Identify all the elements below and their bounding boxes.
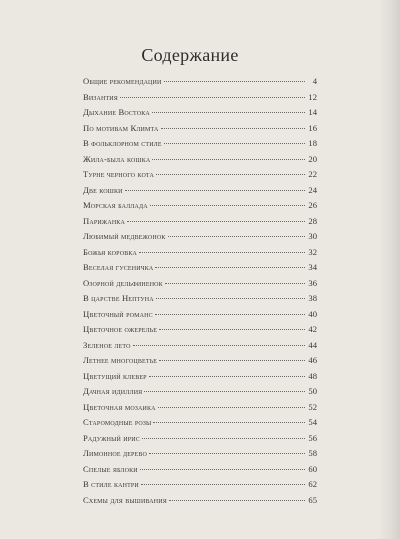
toc-entry — [83, 291, 317, 307]
toc-entry — [83, 121, 317, 137]
toc-entry — [83, 260, 317, 276]
toc-entry-page-number: 24 — [308, 184, 317, 195]
toc-dot-leader — [156, 174, 305, 175]
toc-entry-title: Парижанка — [83, 215, 125, 226]
toc-dot-leader — [127, 221, 305, 222]
toc-entry-title: Радужный ирис — [83, 432, 140, 443]
toc-entry-title: В царстве Нептуна — [83, 293, 154, 303]
toc-entry — [83, 198, 317, 214]
toc-entry-title: Турне черного кота — [83, 169, 154, 179]
toc-entry — [83, 214, 317, 230]
toc-dot-leader — [150, 205, 305, 206]
toc-entry-title: Веселая гусеничка — [83, 262, 154, 272]
toc-entry — [83, 493, 317, 509]
page-gutter-shadow — [378, 0, 400, 539]
toc-entry — [83, 400, 317, 416]
toc-entry-page-number: 50 — [308, 386, 317, 396]
toc-entry-title: В стиле кантри — [83, 479, 139, 489]
toc-dot-leader — [152, 112, 305, 113]
toc-dot-leader — [165, 283, 305, 284]
toc-entry-page-number: 36 — [308, 277, 317, 288]
toc-entry-page-number: 58 — [308, 448, 317, 458]
toc-entry-title: Морская баллада — [83, 200, 148, 210]
toc-entry — [83, 415, 317, 431]
toc-entry-page-number: 42 — [308, 324, 317, 334]
toc-dot-leader — [159, 329, 305, 330]
toc-dot-leader — [142, 438, 305, 439]
toc-dot-leader — [158, 407, 305, 408]
toc-entry-title: Цветочная мозаика — [83, 401, 156, 412]
toc-entry-title: Дачная идиллия — [83, 386, 143, 396]
toc-entry-page-number: 4 — [312, 76, 317, 86]
toc-entry — [83, 90, 317, 106]
toc-dot-leader — [153, 422, 305, 423]
toc-entry-title: Дыхание Востока — [83, 107, 150, 117]
toc-entry-page-number: 62 — [308, 479, 317, 489]
toc-dot-leader — [152, 159, 305, 160]
toc-entry — [83, 353, 317, 369]
toc-dot-leader — [156, 298, 305, 299]
toc-entry-page-number: 30 — [308, 231, 317, 241]
toc-entry-title: Божья коровка — [83, 246, 137, 257]
toc-entry-page-number: 65 — [308, 494, 317, 505]
toc-dot-leader — [149, 453, 305, 454]
toc-entry — [83, 462, 317, 478]
toc-entry — [83, 384, 317, 400]
toc-entry-page-number: 12 — [308, 91, 317, 102]
toc-entry-title: Цветущий клевер — [83, 370, 147, 381]
toc-entry — [83, 105, 317, 121]
toc-entry-title: В фольклорном стиле — [83, 138, 162, 148]
toc-dot-leader — [155, 314, 305, 315]
toc-entry-page-number: 20 — [308, 153, 317, 164]
toc-entry-title: Схемы для вышивания — [83, 494, 167, 505]
toc-entry-title: Озорной дельфиненок — [83, 277, 163, 288]
toc-dot-leader — [140, 469, 305, 470]
toc-dot-leader — [161, 128, 305, 129]
toc-entry-title: Две кошки — [83, 184, 123, 195]
toc-entry-page-number: 18 — [308, 138, 317, 148]
toc-entry — [83, 74, 317, 90]
toc-dot-leader — [133, 345, 305, 346]
toc-entry-page-number: 46 — [308, 355, 317, 365]
toc-dot-leader — [141, 484, 305, 485]
toc-entry — [83, 183, 317, 199]
toc-dot-leader — [169, 500, 305, 501]
toc-entry-title: Любимый медвежонок — [83, 231, 166, 241]
toc-entry-title: Старомодные розы — [83, 417, 152, 427]
toc-entry — [83, 245, 317, 261]
toc-entry-page-number: 16 — [308, 122, 317, 133]
toc-entry — [83, 307, 317, 323]
toc-entry-page-number: 28 — [308, 215, 317, 226]
toc-entry-title: Лимонное дерево — [83, 448, 147, 458]
toc-dot-leader — [164, 81, 306, 82]
toc-entry-title: Летнее многоцветье — [83, 355, 158, 365]
toc-dot-leader — [125, 190, 305, 191]
table-of-contents — [83, 74, 317, 508]
toc-entry — [83, 477, 317, 493]
toc-dot-leader — [139, 252, 305, 253]
toc-entry — [83, 276, 317, 292]
toc-entry-page-number: 56 — [308, 432, 317, 443]
toc-entry-title: Зеленое лето — [83, 339, 131, 350]
toc-entry-page-number: 34 — [308, 262, 317, 272]
toc-entry-page-number: 54 — [308, 417, 317, 427]
toc-entry-title: Цветочное ожерелье — [83, 324, 158, 334]
toc-entry — [83, 338, 317, 354]
toc-dot-leader — [159, 360, 305, 361]
toc-entry — [83, 369, 317, 385]
toc-dot-leader — [120, 97, 305, 98]
toc-dot-leader — [155, 267, 305, 268]
toc-entry-title: По мотивам Климта — [83, 122, 159, 133]
toc-entry-page-number: 60 — [308, 463, 317, 474]
toc-entry-title: Жила-была кошка — [83, 153, 151, 164]
toc-entry-page-number: 40 — [308, 308, 317, 319]
toc-entry-page-number: 38 — [308, 293, 317, 303]
toc-dot-leader — [144, 391, 305, 392]
page-title: Содержание — [141, 45, 239, 65]
toc-entry — [83, 322, 317, 338]
toc-entry-title: Цветочный романс — [83, 308, 153, 319]
toc-entry — [83, 229, 317, 245]
toc-entry-page-number: 22 — [308, 169, 317, 179]
toc-dot-leader — [149, 376, 305, 377]
toc-entry-title: Византия — [83, 91, 118, 102]
toc-entry-page-number: 44 — [308, 339, 317, 350]
toc-entry-page-number: 26 — [308, 200, 317, 210]
toc-entry-page-number: 32 — [308, 246, 317, 257]
toc-entry-title: Общие рекомендации — [83, 76, 162, 86]
toc-entry-page-number: 52 — [308, 401, 317, 412]
toc-entry — [83, 136, 317, 152]
toc-dot-leader — [164, 143, 305, 144]
toc-entry-title: Спелые яблоки — [83, 463, 138, 474]
toc-entry — [83, 431, 317, 447]
toc-entry-page-number: 48 — [308, 370, 317, 381]
toc-dot-leader — [168, 236, 305, 237]
toc-entry — [83, 167, 317, 183]
toc-entry — [83, 152, 317, 168]
toc-entry-page-number: 14 — [308, 107, 317, 117]
toc-entry — [83, 446, 317, 462]
